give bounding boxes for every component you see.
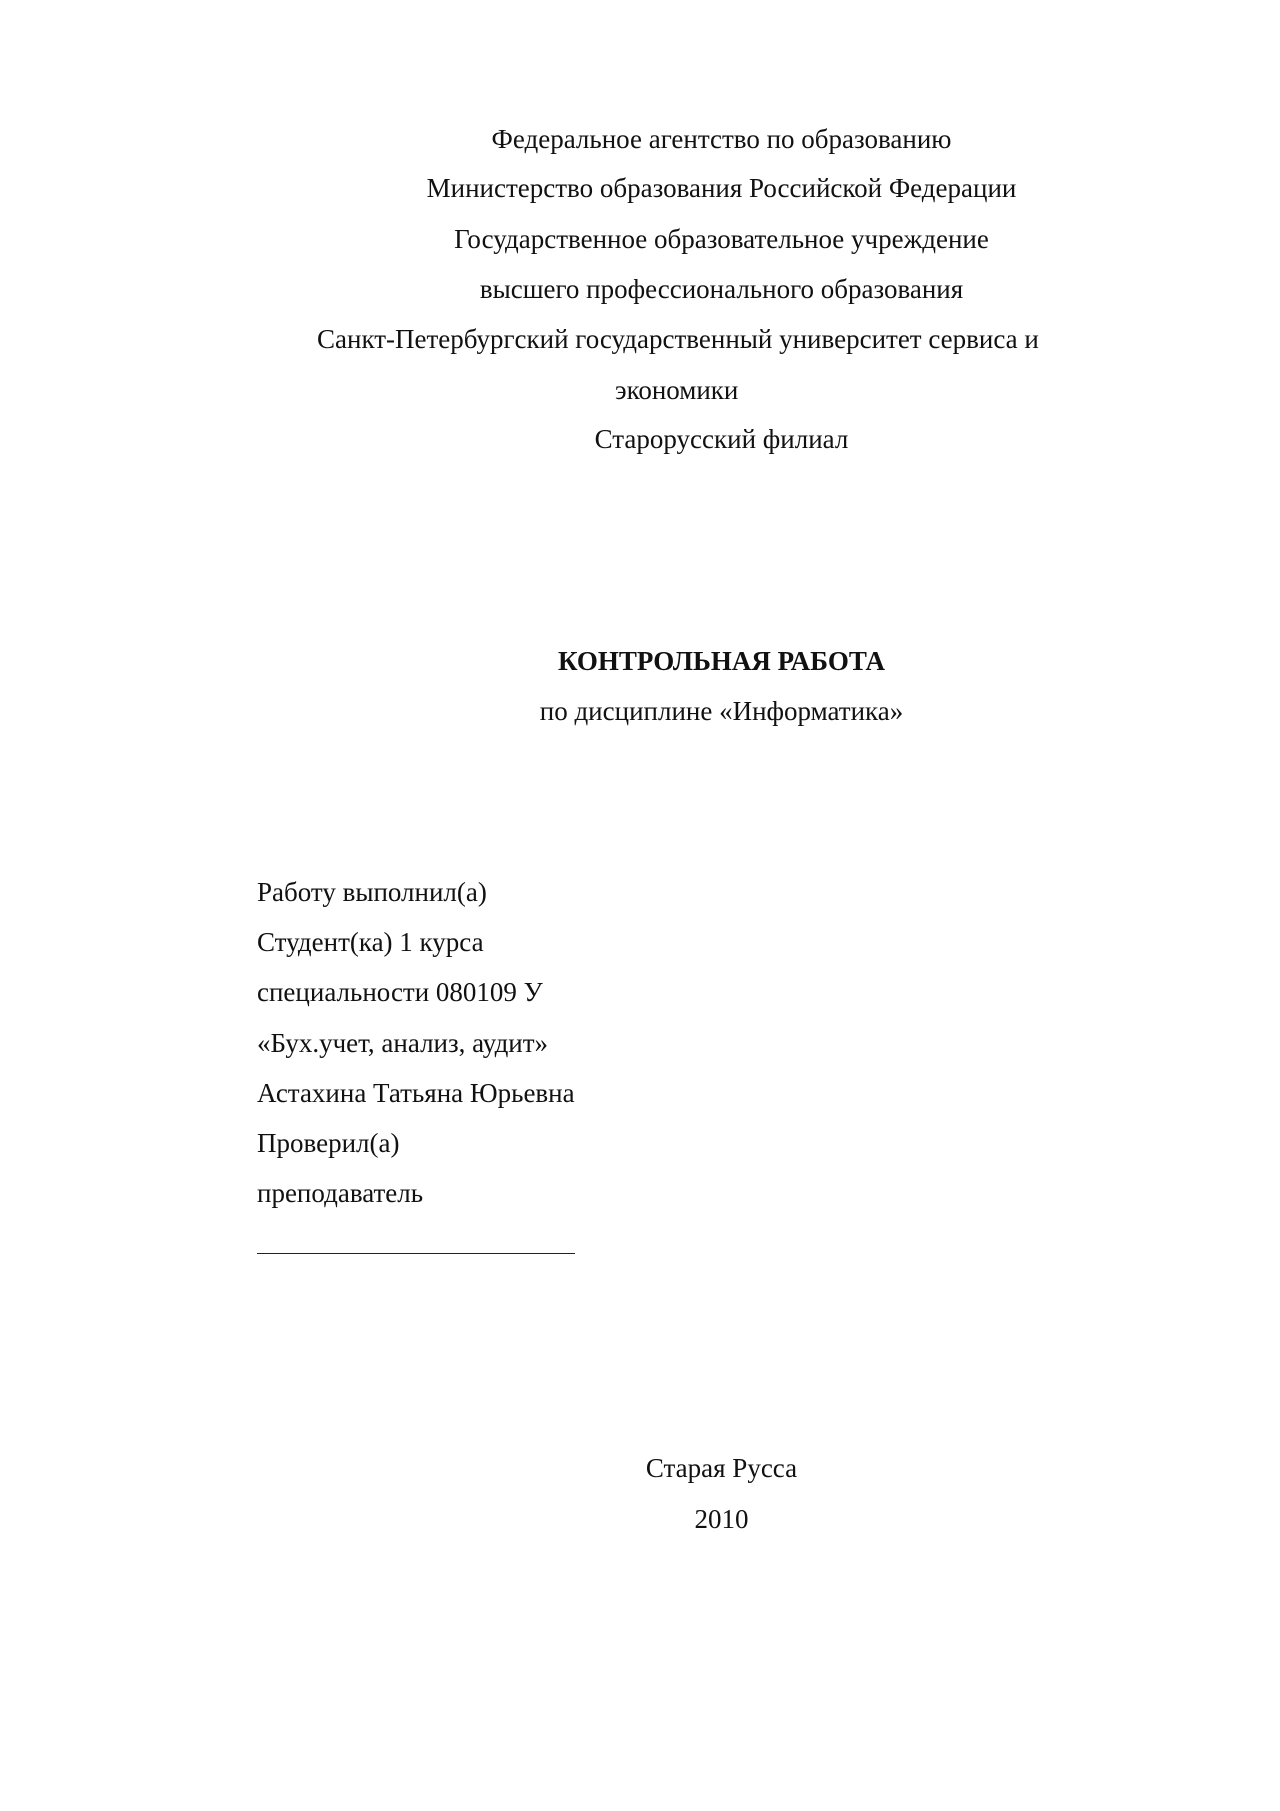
header-line-branch: Старорусский филиал [594, 424, 849, 454]
author-line-name: Астахина Татьяна Юрьевна [257, 1078, 575, 1108]
work-title: КОНТРОЛЬНАЯ РАБОТА [558, 646, 885, 676]
author-line-checked-by: Проверил(а) [257, 1128, 400, 1158]
author-line-done-by: Работу выполнил(а) [257, 877, 487, 907]
header-line-institution-type: Государственное образовательное учреждение [454, 224, 989, 254]
footer-year: 2010 [694, 1504, 749, 1534]
signature-line [257, 1253, 575, 1254]
header-line-university-cont: экономики [615, 375, 739, 405]
work-subtitle: по дисциплине «Информатика» [539, 696, 904, 726]
footer-city: Старая Русса [645, 1453, 798, 1483]
header-line-ministry: Министерство образования Российской Федерации [426, 173, 1017, 203]
header-line-education-level: высшего профессионального образования [479, 274, 964, 304]
author-line-specialty: специальности 080109 У [257, 977, 543, 1007]
author-line-student-course: Студент(ка) 1 курса [257, 927, 484, 957]
author-line-teacher: преподаватель [257, 1178, 424, 1208]
header-line-agency: Федеральное агентство по образованию [491, 124, 952, 154]
header-line-university: Санкт-Петербургский государственный университет сервиса и [317, 324, 1039, 354]
author-line-program: «Бух.учет, анализ, аудит» [257, 1028, 549, 1058]
